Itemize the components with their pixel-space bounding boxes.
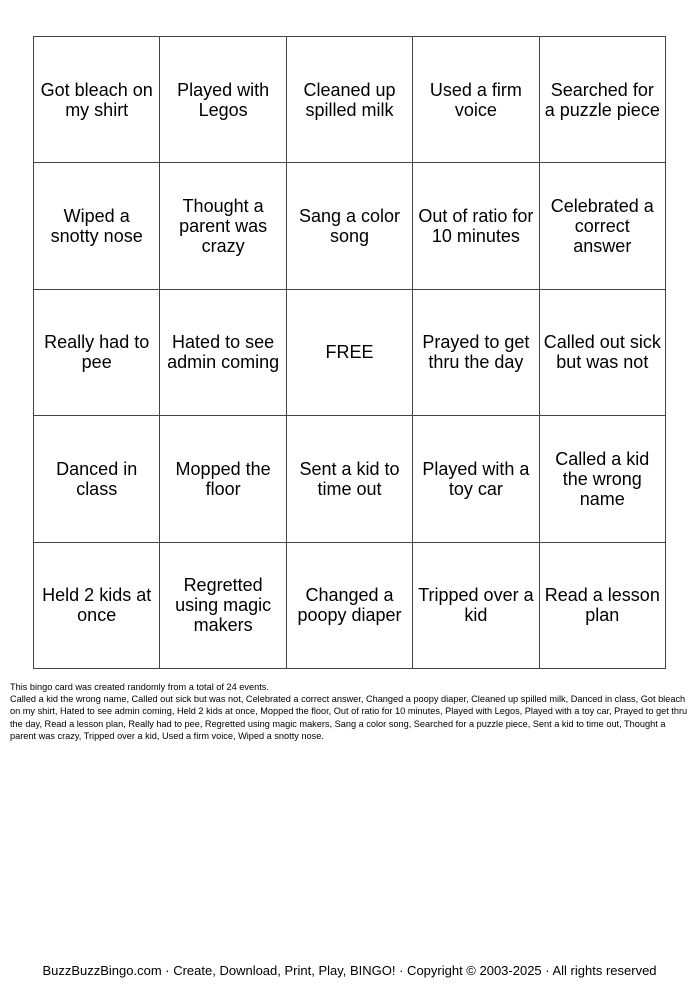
bingo-cell: Really had to pee: [34, 290, 160, 416]
bingo-cell: Used a firm voice: [413, 37, 539, 163]
bingo-cell: Sent a kid to time out: [287, 416, 413, 542]
bingo-card-grid: [33, 36, 666, 669]
card-info-summary: This bingo card was created randomly from a total of 24 events.: [10, 682, 269, 692]
card-info: [10, 681, 690, 742]
bingo-free-cell: FREE: [287, 290, 413, 416]
page-footer: BuzzBuzzBingo.com · Create, Download, Print, Play, BINGO! · Copyright © 2003-2025 · All rights reserved: [42, 963, 657, 978]
bingo-cell: Out of ratio for 10 minutes: [413, 163, 539, 289]
bingo-cell: Mopped the floor: [160, 416, 286, 542]
bingo-cell: Danced in class: [34, 416, 160, 542]
bingo-cell: Prayed to get thru the day: [413, 290, 539, 416]
bingo-cell: Searched for a puzzle piece: [540, 37, 666, 163]
bingo-cell: Called out sick but was not: [540, 290, 666, 416]
bingo-cell: Sang a color song: [287, 163, 413, 289]
bingo-cell: Read a lesson plan: [540, 543, 666, 669]
bingo-cell: Held 2 kids at once: [34, 543, 160, 669]
bingo-cell: Thought a parent was crazy: [160, 163, 286, 289]
bingo-cell: Played with Legos: [160, 37, 286, 163]
card-info-event-list: Called a kid the wrong name, Called out sick but was not, Celebrated a correct answer, Changed a poopy diaper, Cleaned up spilled milk, Danced in class, Got bleach on my shirt, Hated to see admin coming, Held 2 kids at once, Mopped the floor, Out of ratio for 10 minutes, Played with Legos, Played with a toy car, Prayed to get thru the day, Read a lesson plan, Really had to pee, Regretted using magic makers, Sang a color song, Searched for a puzzle piece, Sent a kid to time out, Thought a parent was crazy, Tripped over a kid, Used a firm voice, Wiped a snotty nose.: [10, 694, 688, 741]
bingo-cell: Wiped a snotty nose: [34, 163, 160, 289]
bingo-cell: Regretted using magic makers: [160, 543, 286, 669]
bingo-cell: Got bleach on my shirt: [34, 37, 160, 163]
bingo-cell: Hated to see admin coming: [160, 290, 286, 416]
bingo-cell: Played with a toy car: [413, 416, 539, 542]
bingo-cell: Changed a poopy diaper: [287, 543, 413, 669]
bingo-cell: Tripped over a kid: [413, 543, 539, 669]
bingo-cell: Celebrated a correct answer: [540, 163, 666, 289]
bingo-cell: Called a kid the wrong name: [540, 416, 666, 542]
bingo-cell: Cleaned up spilled milk: [287, 37, 413, 163]
